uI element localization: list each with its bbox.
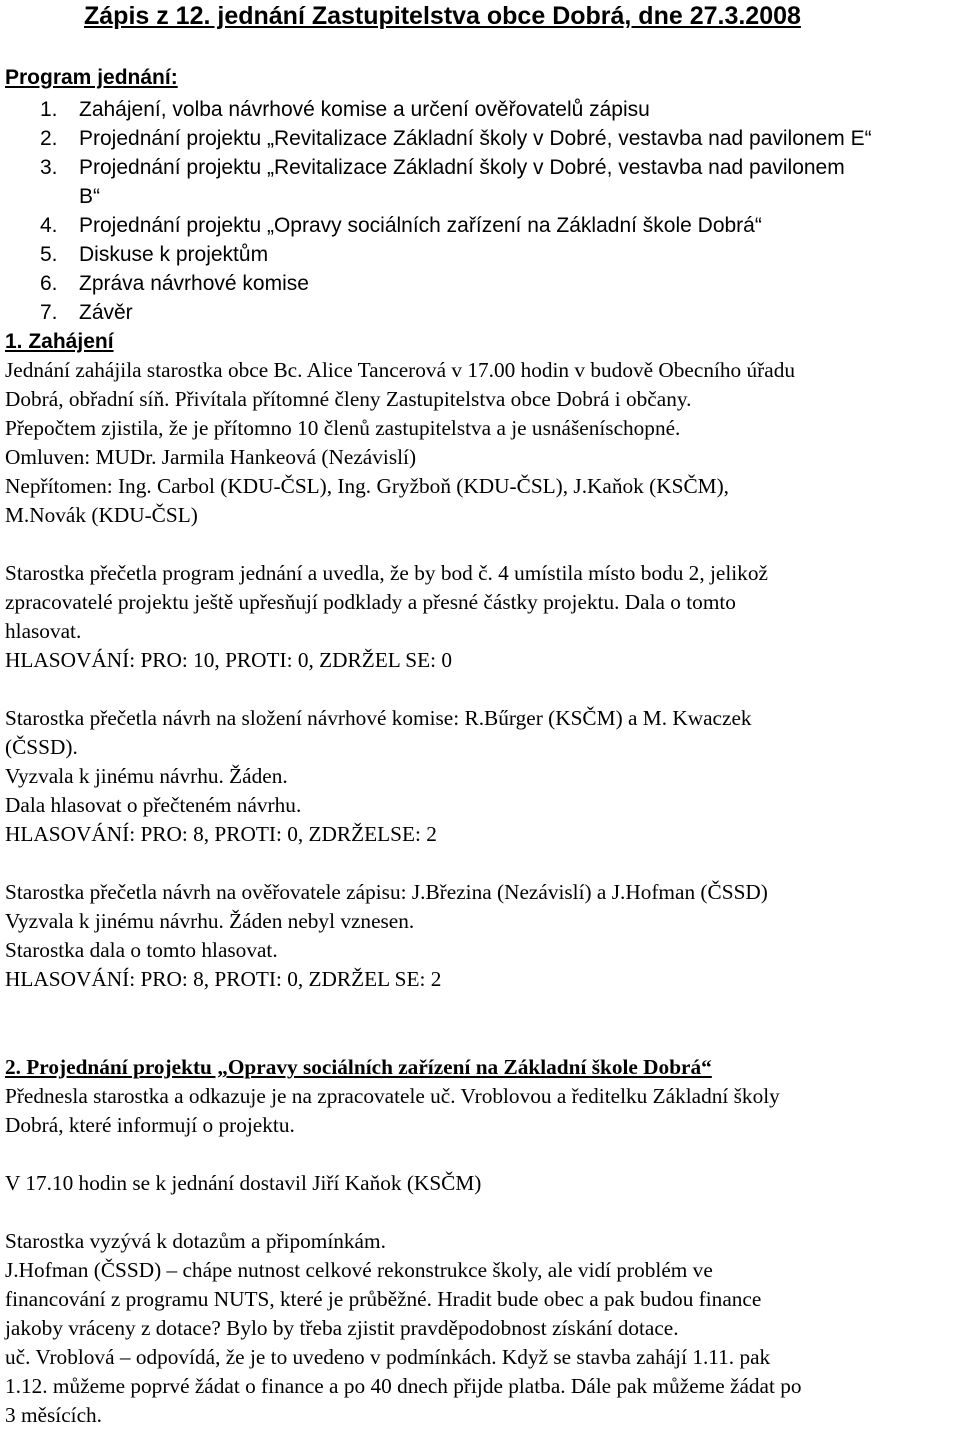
text-line: Dobrá, které informují o projektu. — [5, 1113, 295, 1137]
text-line: hlasovat. — [5, 619, 82, 643]
section-heading: 1. Zahájení — [5, 330, 114, 353]
blank-line — [5, 1198, 955, 1227]
agenda-text: Projednání projektu „Revitalizace Základní školy v Dobré, vestavba nad pavilonem E“ — [79, 127, 872, 150]
text-line: Dobrá, obřadní síň. Přivítala přítomné členy Zastupitelstva obce Dobrá i občany. — [5, 387, 692, 411]
section-projednani — [5, 1053, 955, 1430]
agenda-item — [0, 269, 960, 298]
text-line: uč. Vroblová – odpovídá, že je to uvedeno v podmínkách. Když se stavba zahájí 1.11. pak — [5, 1345, 771, 1369]
agenda-text: Projednání projektu „Revitalizace Základní školy v Dobré, vestavba nad pavilonem — [79, 156, 845, 179]
text-line: Jednání zahájila starostka obce Bc. Alice Tancerová v 17.00 hodin v budově Obecního úřadu — [5, 358, 796, 382]
text-line: Nepřítomen: Ing. Carbol (KDU-ČSL), Ing. Gryžboň (KDU-ČSL), J.Kaňok (KSČM), — [5, 474, 730, 498]
agenda-item — [0, 124, 960, 153]
section-body — [5, 356, 955, 994]
text-line: Dala hlasovat o přečteném návrhu. — [5, 793, 302, 817]
text-line: financování z programu NUTS, které je průběžné. Hradit bude obec a pak budou finance — [5, 1287, 762, 1311]
section-heading: 2. Projednání projektu „Opravy sociálních zařízení na Základní škole Dobrá“ — [5, 1055, 712, 1079]
agenda-number: 4. — [40, 214, 58, 237]
agenda-number: 2. — [40, 127, 58, 150]
text-line: Starostka přečetla program jednání a uvedla, že by bod č. 4 umístila místo bodu 2, jelikož — [5, 561, 768, 585]
blank-line — [5, 1140, 955, 1169]
blank-line — [5, 675, 955, 704]
vote-result: HLASOVÁNÍ: PRO: 8, PROTI: 0, ZDRŽELSE: 2 — [5, 822, 437, 846]
text-line: jakoby vráceny z dotace? Bylo by třeba zjistit pravděpodobnost získání dotace. — [5, 1316, 679, 1340]
text-line: V 17.10 hodin se k jednání dostavil Jiří Kaňok (KSČM) — [5, 1171, 482, 1195]
agenda-number: 5. — [40, 243, 58, 266]
text-line: 3 měsících. — [5, 1403, 102, 1427]
document-title: Zápis z 12. jednání Zastupitelstva obce Dobrá, dne 27.3.2008 — [84, 2, 801, 30]
text-line: Starostka přečetla návrh na ověřovatele zápisu: J.Březina (Nezávislí) a J.Hofman (ČSSD) — [5, 880, 768, 904]
agenda-text: Zpráva návrhové komise — [79, 272, 309, 295]
text-line: Vyzvala k jinému návrhu. Žáden nebyl vznesen. — [5, 909, 415, 933]
agenda-item — [0, 153, 960, 211]
agenda-number: 7. — [40, 301, 58, 324]
agenda-number: 3. — [40, 156, 58, 179]
agenda-text: Diskuse k projektům — [79, 243, 269, 266]
agenda-number: 1. — [40, 98, 58, 121]
text-line: Starostka dala o tomto hlasovat. — [5, 938, 278, 962]
agenda-item — [0, 240, 960, 269]
vote-result: HLASOVÁNÍ: PRO: 8, PROTI: 0, ZDRŽEL SE: 2 — [5, 967, 442, 991]
text-line: M.Novák (KDU-ČSL) — [5, 503, 198, 527]
agenda-item — [0, 298, 960, 327]
text-line: J.Hofman (ČSSD) – chápe nutnost celkové rekonstrukce školy, ale vidí problém ve — [5, 1258, 713, 1282]
text-line: zpracovatelé projektu ještě upřesňují podklady a přesné částky projektu. Dala o tomto — [5, 590, 736, 614]
agenda-item — [0, 211, 960, 240]
agenda-text: Závěr — [79, 301, 133, 324]
text-line: (ČSSD). — [5, 735, 78, 759]
text-line: Přednesla starostka a odkazuje je na zpracovatele uč. Vroblovou a ředitelku Základní školy — [5, 1084, 780, 1108]
text-line: Starostka přečetla návrh na složení návrhové komise: R.Bűrger (KSČM) a M. Kwaczek — [5, 706, 752, 730]
vote-result: HLASOVÁNÍ: PRO: 10, PROTI: 0, ZDRŽEL SE: 0 — [5, 648, 453, 672]
text-line: Starostka vyzývá k dotazům a připomínkám. — [5, 1229, 386, 1253]
agenda-text: Projednání projektu „Opravy sociálních zařízení na Základní škole Dobrá“ — [79, 214, 762, 237]
agenda-list — [0, 95, 960, 327]
text-line: Přepočtem zjistila, že je přítomno 10 členů zastupitelstva a je usnášeníschopné. — [5, 416, 681, 440]
text-line: 1.12. můžeme poprvé žádat o finance a po 40 dnech přijde platba. Dále pak můžeme žádat po — [5, 1374, 802, 1398]
text-line: Vyzvala k jinému návrhu. Žáden. — [5, 764, 288, 788]
agenda-item — [0, 95, 960, 124]
section-body — [5, 1082, 955, 1430]
agenda-text: Zahájení, volba návrhové komise a určení ověřovatelů zápisu — [79, 98, 650, 121]
blank-line — [5, 530, 955, 559]
agenda-number: 6. — [40, 272, 58, 295]
agenda-text-continuation: B“ — [79, 185, 100, 208]
section-zahajeni — [5, 327, 955, 994]
blank-line — [5, 849, 955, 878]
text-line: Omluven: MUDr. Jarmila Hankeová (Nezávislí) — [5, 445, 417, 469]
program-heading: Program jednání: — [5, 66, 178, 89]
